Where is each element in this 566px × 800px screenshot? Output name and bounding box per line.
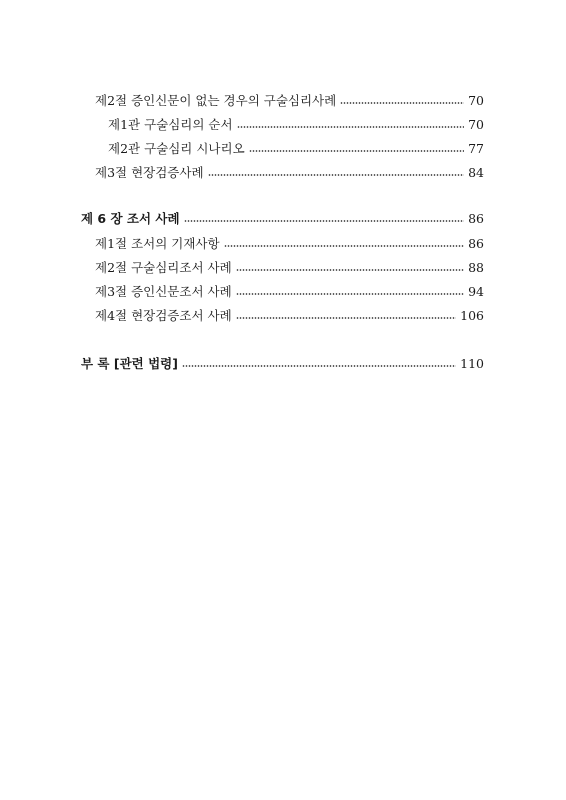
toc-entry-label: 제4절 현장검증조서 사례 bbox=[95, 308, 232, 323]
toc-leader bbox=[236, 269, 464, 271]
toc-leader bbox=[249, 150, 464, 152]
toc-entry bbox=[0, 280, 566, 302]
toc-entry bbox=[0, 89, 566, 111]
toc-entry-page: 88 bbox=[468, 259, 484, 275]
toc-entry-label: 제2관 구술심리 시나리오 bbox=[108, 141, 245, 156]
toc-entry-label: 제1절 조서의 기재사항 bbox=[95, 236, 220, 251]
toc-entry bbox=[0, 161, 566, 183]
toc-entry-label: 제3절 증인신문조서 사례 bbox=[95, 284, 232, 299]
toc-entry bbox=[0, 304, 566, 326]
toc-entry-page: 86 bbox=[468, 235, 484, 251]
toc-leader bbox=[224, 245, 465, 247]
toc-leader bbox=[236, 293, 464, 295]
toc-entry-label: 제2절 구술심리조서 사례 bbox=[95, 260, 232, 275]
toc-entry-page: 86 bbox=[468, 210, 484, 226]
toc-chapter-entry bbox=[0, 207, 566, 229]
toc-leader bbox=[184, 220, 465, 222]
toc-appendix-entry bbox=[0, 352, 566, 374]
toc-entry-page: 70 bbox=[468, 92, 484, 108]
toc-leader bbox=[340, 102, 464, 104]
toc-entry-label: 제2절 증인신문이 없는 경우의 구술심리사례 bbox=[95, 93, 337, 108]
toc-entry-label: 제3절 현장검증사례 bbox=[95, 165, 204, 180]
toc-chapter-label: 제 6 장 조서 사례 bbox=[81, 211, 180, 226]
toc-appendix-label: 부 록 [관련 법령] bbox=[81, 356, 178, 371]
toc-entry bbox=[0, 256, 566, 278]
toc-entry bbox=[0, 137, 566, 159]
toc-entry-page: 106 bbox=[460, 307, 484, 323]
toc-leader bbox=[208, 174, 465, 176]
toc-leader bbox=[237, 126, 465, 128]
toc-entry-label: 제1관 구술심리의 순서 bbox=[108, 117, 233, 132]
toc-leader bbox=[182, 365, 456, 367]
toc-entry bbox=[0, 232, 566, 254]
toc-leader bbox=[236, 317, 456, 319]
toc-entry-page: 94 bbox=[468, 283, 484, 299]
toc-entry bbox=[0, 113, 566, 135]
toc-entry-page: 70 bbox=[468, 116, 484, 132]
toc-entry-page: 77 bbox=[468, 140, 484, 156]
toc-entry-page: 84 bbox=[468, 164, 484, 180]
toc-entry-page: 110 bbox=[460, 355, 484, 371]
